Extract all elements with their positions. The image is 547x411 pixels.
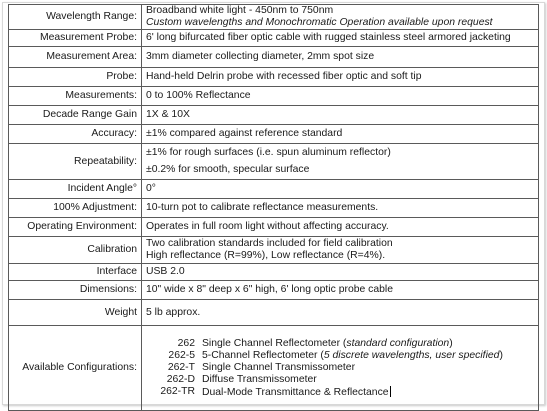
label-incident-angle: Incident Angle°: [9, 180, 142, 199]
config-description: Single Channel Reflectometer (standard configuration): [202, 337, 453, 349]
value-repeatability: [142, 144, 539, 180]
configurations-list: [146, 338, 534, 399]
value-measurements: 0 to 100% Reflectance: [142, 87, 539, 106]
calibration-line-1: Two calibration standards included for field calibration: [146, 238, 393, 249]
config-description: 5-Channel Reflectometer (5 discrete wavelengths, user specified): [202, 349, 503, 361]
config-code: 262-T: [167, 361, 195, 373]
value-operating-environment: Operates in full room light without affecting accuracy.: [142, 218, 539, 237]
value-measurement-probe: 6' long bifurcated fiber optic cable with rugged stainless steel armored jacketing: [142, 30, 539, 47]
value-wavelength-range: [142, 5, 539, 30]
value-incident-angle: 0°: [142, 180, 539, 199]
label-weight: Weight: [9, 300, 142, 326]
row-incident-angle: [9, 180, 539, 199]
label-repeatability: Repeatability:: [9, 144, 142, 180]
config-note: standard configuration: [346, 337, 450, 349]
row-measurements: [9, 87, 539, 106]
value-probe: Hand-held Delrin probe with recessed fiber optic and soft tip: [142, 68, 539, 87]
row-accuracy: [9, 125, 539, 144]
config-description: Dual-Mode Transmittance & Reflectance: [202, 386, 389, 398]
value-measurement-area: 3mm diameter collecting diameter, 2mm spot size: [142, 47, 539, 68]
label-measurements: Measurements:: [9, 87, 142, 106]
row-operating-environment: [9, 218, 539, 237]
value-calibration: [142, 237, 539, 264]
text-cursor: [390, 386, 391, 397]
row-interface: [9, 264, 539, 281]
label-available-configurations: Available Configurations:: [9, 326, 142, 411]
row-repeatability: [9, 144, 539, 180]
repeatability-line-1: ±1% for rough surfaces (i.e. spun aluminum reflector): [146, 147, 391, 158]
value-decade-range-gain: 1X & 10X: [142, 106, 539, 125]
row-available-configurations: [9, 326, 539, 411]
value-100-adjustment: 10-turn pot to calibrate reflectance measurements.: [142, 199, 539, 218]
label-measurement-area: Measurement Area:: [9, 47, 142, 68]
config-note: 5 discrete wavelengths, user specified: [323, 349, 500, 361]
label-interface: Interface: [9, 264, 142, 281]
row-decade-range-gain: [9, 106, 539, 125]
label-measurement-probe: Measurement Probe:: [9, 30, 142, 47]
calibration-line-2: High reflectance (R=99%), Low reflectance (R=4%).: [146, 250, 386, 261]
row-wavelength-range: [9, 5, 539, 30]
wavelength-range-line-1: Broadband white light - 450nm to 750nm: [146, 5, 334, 16]
row-100-adjustment: [9, 199, 539, 218]
config-code: 262: [177, 337, 195, 349]
label-calibration: Calibration: [9, 237, 142, 264]
row-weight: [9, 300, 539, 326]
row-dimensions: [9, 281, 539, 300]
label-wavelength-range: Wavelength Range:: [9, 5, 142, 30]
value-interface: USB 2.0: [142, 264, 539, 281]
row-measurement-probe: [9, 30, 539, 47]
config-description: Diffuse Transmissometer: [202, 373, 317, 385]
config-code: 262-D: [166, 373, 195, 385]
value-available-configurations: [142, 326, 539, 411]
repeatability-line-2: ±0.2% for smooth, specular surface: [146, 164, 310, 175]
config-description: Single Channel Transmissometer: [202, 361, 356, 373]
config-code: 262-TR: [160, 385, 195, 397]
label-accuracy: Accuracy:: [9, 125, 142, 144]
label-probe: Probe:: [9, 68, 142, 87]
value-accuracy: ±1% compared against reference standard: [142, 125, 539, 144]
value-weight: 5 lb approx.: [142, 300, 539, 326]
label-operating-environment: Operating Environment:: [9, 218, 142, 237]
row-measurement-area: [9, 47, 539, 68]
label-decade-range-gain: Decade Range Gain: [9, 106, 142, 125]
label-100-adjustment: 100% Adjustment:: [9, 199, 142, 218]
config-code: 262-5: [168, 349, 195, 361]
row-probe: [9, 68, 539, 87]
label-dimensions: Dimensions:: [9, 281, 142, 300]
row-calibration: [9, 237, 539, 264]
specifications-table: [8, 4, 539, 411]
wavelength-range-line-2: Custom wavelengths and Monochromatic Operation available upon request: [146, 17, 493, 28]
value-dimensions: 10" wide x 8" deep x 6" high, 6' long optic probe cable: [142, 281, 539, 300]
